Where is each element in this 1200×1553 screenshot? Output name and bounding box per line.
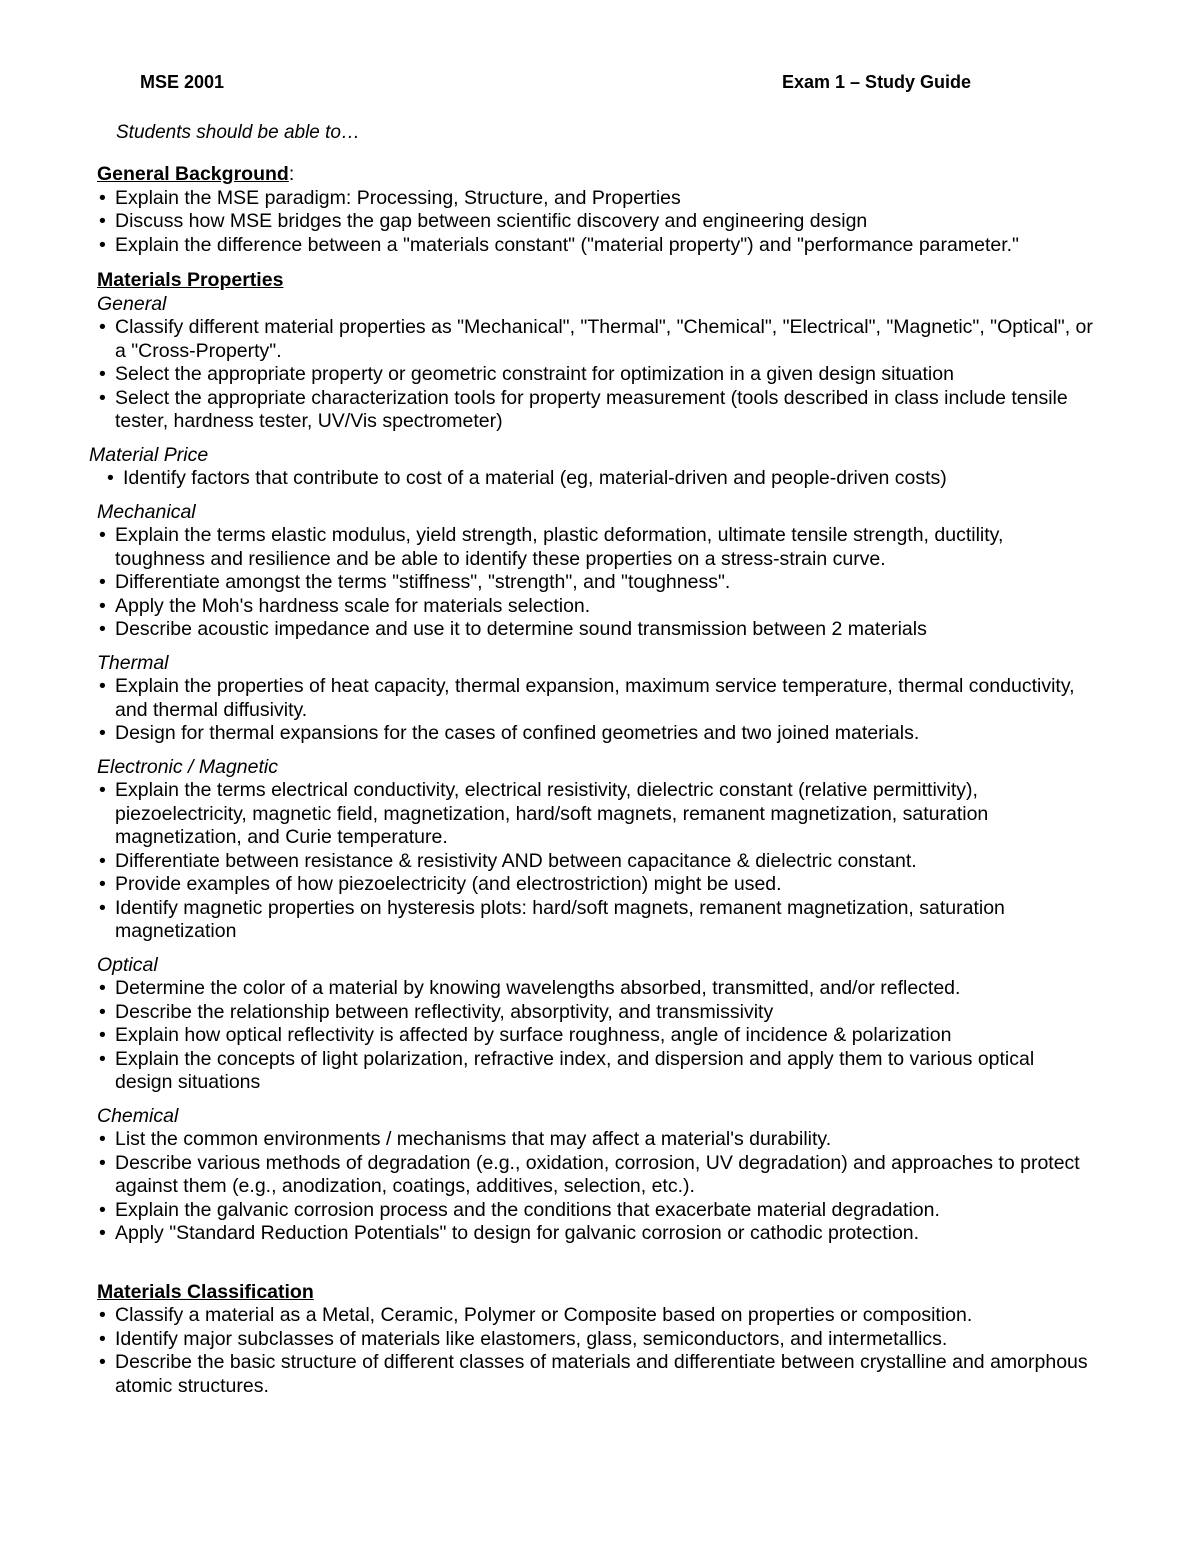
list-item-text: Differentiate amongst the terms "stiffness", "strength", and "toughness". [115,571,731,593]
bullet-icon: • [99,1198,106,1221]
list-item-text: Design for thermal expansions for the cases of confined geometries and two joined materials. [115,722,920,744]
list-item-text: Select the appropriate characterization tools for property measurement (tools described in class include tensile tester, hardness tester, UV/Vis spectrometer) [115,386,1068,432]
list-item-text: Explain the MSE paradigm: Processing, Structure, and Properties [115,186,681,209]
thermal-list [97,675,1097,746]
list-item [97,187,1097,211]
list-item [97,1222,1097,1246]
list-item [97,897,1097,944]
bullet-icon: • [99,1151,106,1174]
list-item [105,467,1097,491]
chemical-list [97,1128,1097,1246]
list-item [97,363,1097,387]
list-item-text: Determine the color of a material by knowing wavelengths absorbed, transmitted, and/or reflected. [115,977,961,999]
bullet-icon: • [99,675,106,697]
list-item-text: Classify a material as a Metal, Ceramic, Polymer or Composite based on properties or composition. [115,1304,973,1326]
bullet-icon: • [99,1128,106,1150]
list-item-text: Apply "Standard Reduction Potentials" to design for galvanic corrosion or cathodic protection. [115,1222,920,1244]
list-item [97,1152,1097,1199]
list-item-text: Explain how optical reflectivity is affected by surface roughness, angle of incidence & polarization [115,1024,952,1046]
subsection-optical: Optical [97,953,158,976]
bullet-icon: • [99,210,106,232]
list-item [97,1001,1097,1025]
subsection-mechanical: Mechanical [97,500,196,523]
list-item-text: Describe the basic structure of different classes of materials and differentiate between crystalline and amorphous atomic structures. [115,1351,1088,1397]
list-item-text: Describe the relationship between reflectivity, absorptivity, and transmissivity [115,1000,774,1023]
list-item [97,571,1097,595]
general-background-heading [97,163,1097,187]
bullet-icon: • [99,873,106,895]
list-item-text: Apply the Moh's hardness scale for materials selection. [115,594,591,617]
list-item-text: Provide examples of how piezoelectricity (and electrostriction) might be used. [115,873,782,895]
list-item-text: Explain the galvanic corrosion process and the conditions that exacerbate material degradation. [115,1198,940,1221]
bullet-icon: • [99,896,106,919]
materials-classification-list [97,1304,1097,1398]
list-item [97,1048,1097,1095]
list-item [97,1328,1097,1352]
list-item [97,1351,1097,1398]
bullet-icon: • [99,1327,106,1350]
list-item-text: Describe acoustic impedance and use it to determine sound transmission between 2 materials [115,618,927,640]
list-item [97,1128,1097,1152]
bullet-icon: • [99,1000,106,1023]
bullet-icon: • [99,594,106,617]
optical-list [97,977,1097,1095]
list-item-text: List the common environments / mechanisms that may affect a material's durability. [115,1128,832,1150]
list-item-text: Identify magnetic properties on hysteresis plots: hard/soft magnets, remanent magnetization, saturation magnetization [115,896,1005,942]
general-list [97,316,1097,434]
list-item [97,234,1097,258]
subsection-electronic-magnetic: Electronic / Magnetic [97,755,278,778]
list-item-text: Identify major subclasses of materials like elastomers, glass, semiconductors, and intermetallics. [115,1327,948,1350]
list-item-text: Discuss how MSE bridges the gap between scientific discovery and engineering design [115,210,868,232]
bullet-icon: • [99,1222,106,1244]
materials-properties-heading: Materials Properties [97,269,284,291]
list-item [97,722,1097,746]
list-item-text: Explain the properties of heat capacity, thermal expansion, maximum service temperature, thermal conductivity, and thermal diffusivity. [115,675,1075,721]
list-item-text: Classify different material properties as "Mechanical", "Thermal", "Chemical", "Electrical", "Magnetic", "Optical", or a "Cross-Property". [115,316,1093,362]
list-item [97,1024,1097,1048]
list-item [97,873,1097,897]
bullet-icon: • [99,1047,106,1070]
list-item [97,779,1097,850]
bullet-icon: • [99,1024,106,1046]
list-item [97,524,1097,571]
list-item [97,387,1097,434]
bullet-icon: • [99,316,106,338]
material-price-list [105,467,1097,491]
bullet-icon: • [107,467,114,489]
bullet-icon: • [99,524,106,546]
list-item [97,595,1097,619]
subsection-material-price: Material Price [89,443,209,466]
bullet-icon: • [99,722,106,744]
list-item [97,618,1097,642]
bullet-icon: • [99,1351,106,1373]
list-item [97,1199,1097,1223]
title-colon: : [288,163,295,185]
list-item-text: Explain the terms elastic modulus, yield strength, plastic deformation, ultimate tensile strength, ductility, toughness and resilience and be able to identify these properties on a stress-strain curve. [115,524,1004,570]
list-item [97,850,1097,874]
section-title: General Background [97,163,289,185]
list-item-text: Explain the terms electrical conductivity, electrical resistivity, dielectric constant (relative permittivity), piezoelectricity, magnetic field, magnetization, hard/soft magnets, remanent magnetization, saturation magnetization, and Curie temperature. [115,779,989,848]
bullet-icon: • [99,386,106,409]
bullet-icon: • [99,571,106,593]
subsection-thermal: Thermal [97,651,169,674]
list-item [97,316,1097,363]
bullet-icon: • [99,849,106,872]
general-background-list [97,187,1097,258]
list-item [97,1304,1097,1328]
bullet-icon: • [99,186,106,209]
list-item [97,977,1097,1001]
list-item [97,210,1097,234]
exam-title: Exam 1 – Study Guide [782,72,972,92]
list-item-text: Explain the concepts of light polarization, refractive index, and dispersion and apply them to various optical design situations [115,1047,1035,1093]
bullet-icon: • [99,618,106,640]
course-code: MSE 2001 [140,72,225,92]
bullet-icon: • [99,977,106,999]
mechanical-list [97,524,1097,642]
materials-classification-heading: Materials Classification [97,1280,314,1303]
subsection-chemical: Chemical [97,1104,179,1127]
list-item-text: Differentiate between resistance & resistivity AND between capacitance & dielectric constant. [115,849,917,872]
list-item [97,675,1097,722]
study-guide-content [89,163,1097,1398]
bullet-icon: • [99,233,106,256]
intro-text: Students should be able to… [116,122,361,143]
bullet-icon: • [99,779,106,801]
list-item-text: Describe various methods of degradation (e.g., oxidation, corrosion, UV degradation) and approaches to protect against them (e.g., anodization, coatings, additives, selection, etc.). [115,1151,1080,1197]
electronic-magnetic-list [97,779,1097,944]
subsection-general: General [97,292,167,315]
list-item-text: Explain the difference between a "materials constant" ("material property") and "performance parameter." [115,233,1019,256]
bullet-icon: • [99,1304,106,1326]
list-item-text: Select the appropriate property or geometric constraint for optimization in a given design situation [115,363,954,385]
list-item-text: Identify factors that contribute to cost of a material (eg, material-driven and people-driven costs) [123,467,947,489]
bullet-icon: • [99,363,106,385]
